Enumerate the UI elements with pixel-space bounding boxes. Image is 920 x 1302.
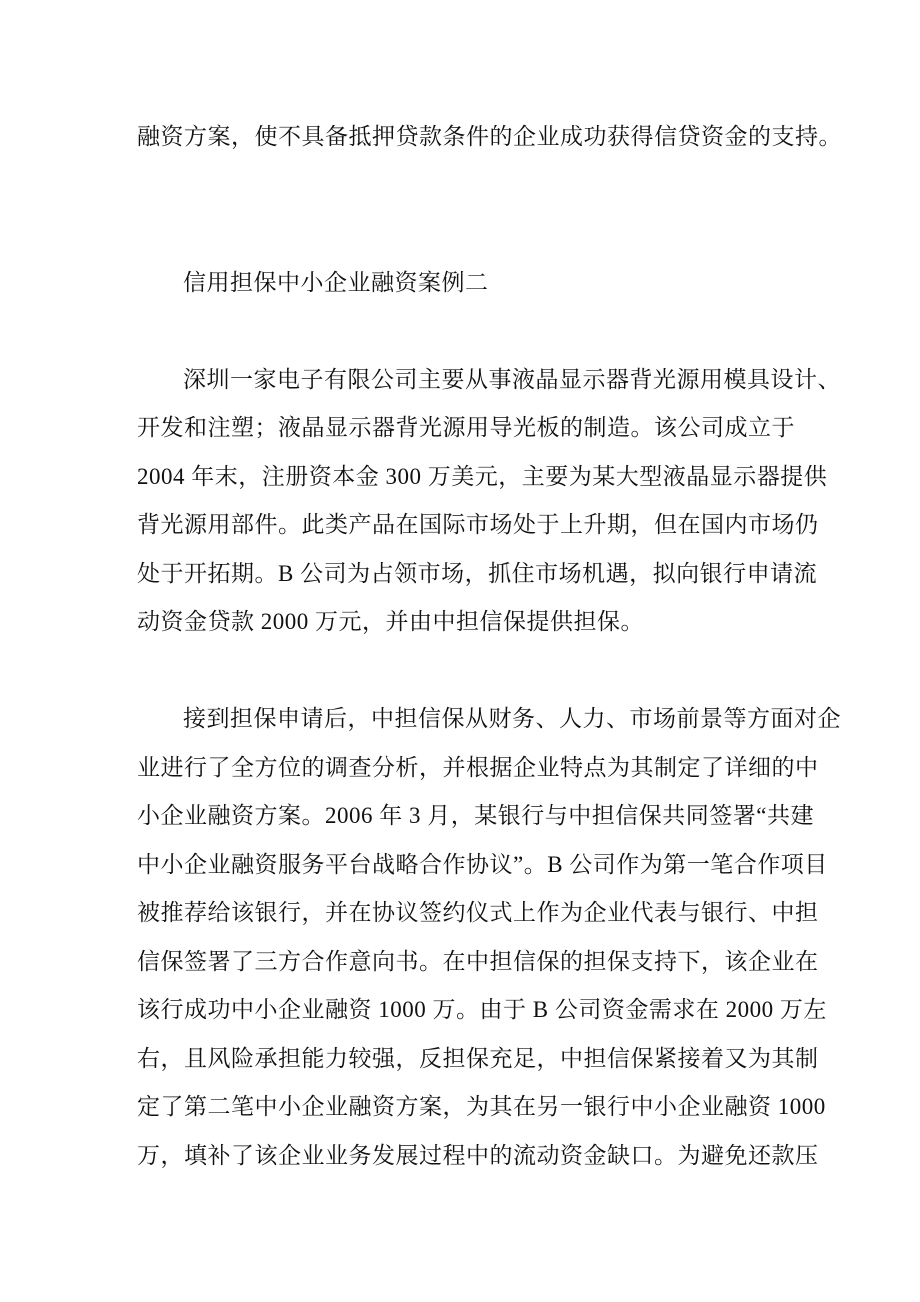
text-line: 被推荐给该银行，并在协议签约仪式上作为企业代表与银行、中担: [137, 900, 819, 925]
text-line: 小企业融资方案。2006 年 3 月，某银行与中担信保共同签署“共建: [137, 803, 814, 828]
intro-paragraph: [137, 113, 842, 162]
text-line: 开发和注塑；液晶显示器背光源用导光板的制造。该公司成立于: [137, 415, 795, 440]
text-line: 业进行了全方位的调查分析，并根据企业特点为其制定了详细的中: [137, 754, 819, 780]
text-line: 背光源用部件。此类产品在国际市场处于上升期，但在国内市场仍: [137, 512, 819, 537]
text-line: 处于开拓期。B 公司为占领市场，抓住市场机遇，拟向银行申请流: [137, 560, 818, 586]
section-heading: 信用担保中小企业融资案例二: [183, 269, 489, 295]
text-line: 融资方案，使不具备抵押贷款条件的企业成功获得信贷资金的支持。: [137, 124, 842, 149]
case-paragraph-guarantee-process: [137, 695, 841, 1180]
text-line: 该行成功中小企业融资 1000 万。由于 B 公司资金需求在 2000 万左: [137, 997, 827, 1022]
text-line: 动资金贷款 2000 万元，并由中担信保提供担保。: [137, 609, 644, 634]
text-line: 定了第二笔中小企业融资方案，为其在另一银行中小企业融资 1000: [137, 1094, 826, 1119]
text-line: 万，填补了该企业业务发展过程中的流动资金缺口。为避免还款压: [137, 1142, 819, 1168]
text-line: 2004 年末，注册资本金 300 万美元，主要为某大型液晶显示器提供: [137, 463, 828, 489]
case-paragraph-company-intro: [137, 356, 841, 647]
text-line: 深圳一家电子有限公司主要从事液晶显示器背光源用模具设计、: [183, 366, 841, 392]
text-line: 右，且风险承担能力较强，反担保充足，中担信保紧接着又为其制: [137, 1045, 819, 1071]
text-line: 中小企业融资服务平台战略合作协议”。B 公司作为第一笔合作项目: [137, 851, 828, 877]
text-line: 接到担保申请后，中担信保从财务、人力、市场前景等方面对企: [183, 706, 841, 731]
text-line: 信保签署了三方合作意向书。在中担信保的担保支持下，该企业在: [137, 948, 819, 974]
